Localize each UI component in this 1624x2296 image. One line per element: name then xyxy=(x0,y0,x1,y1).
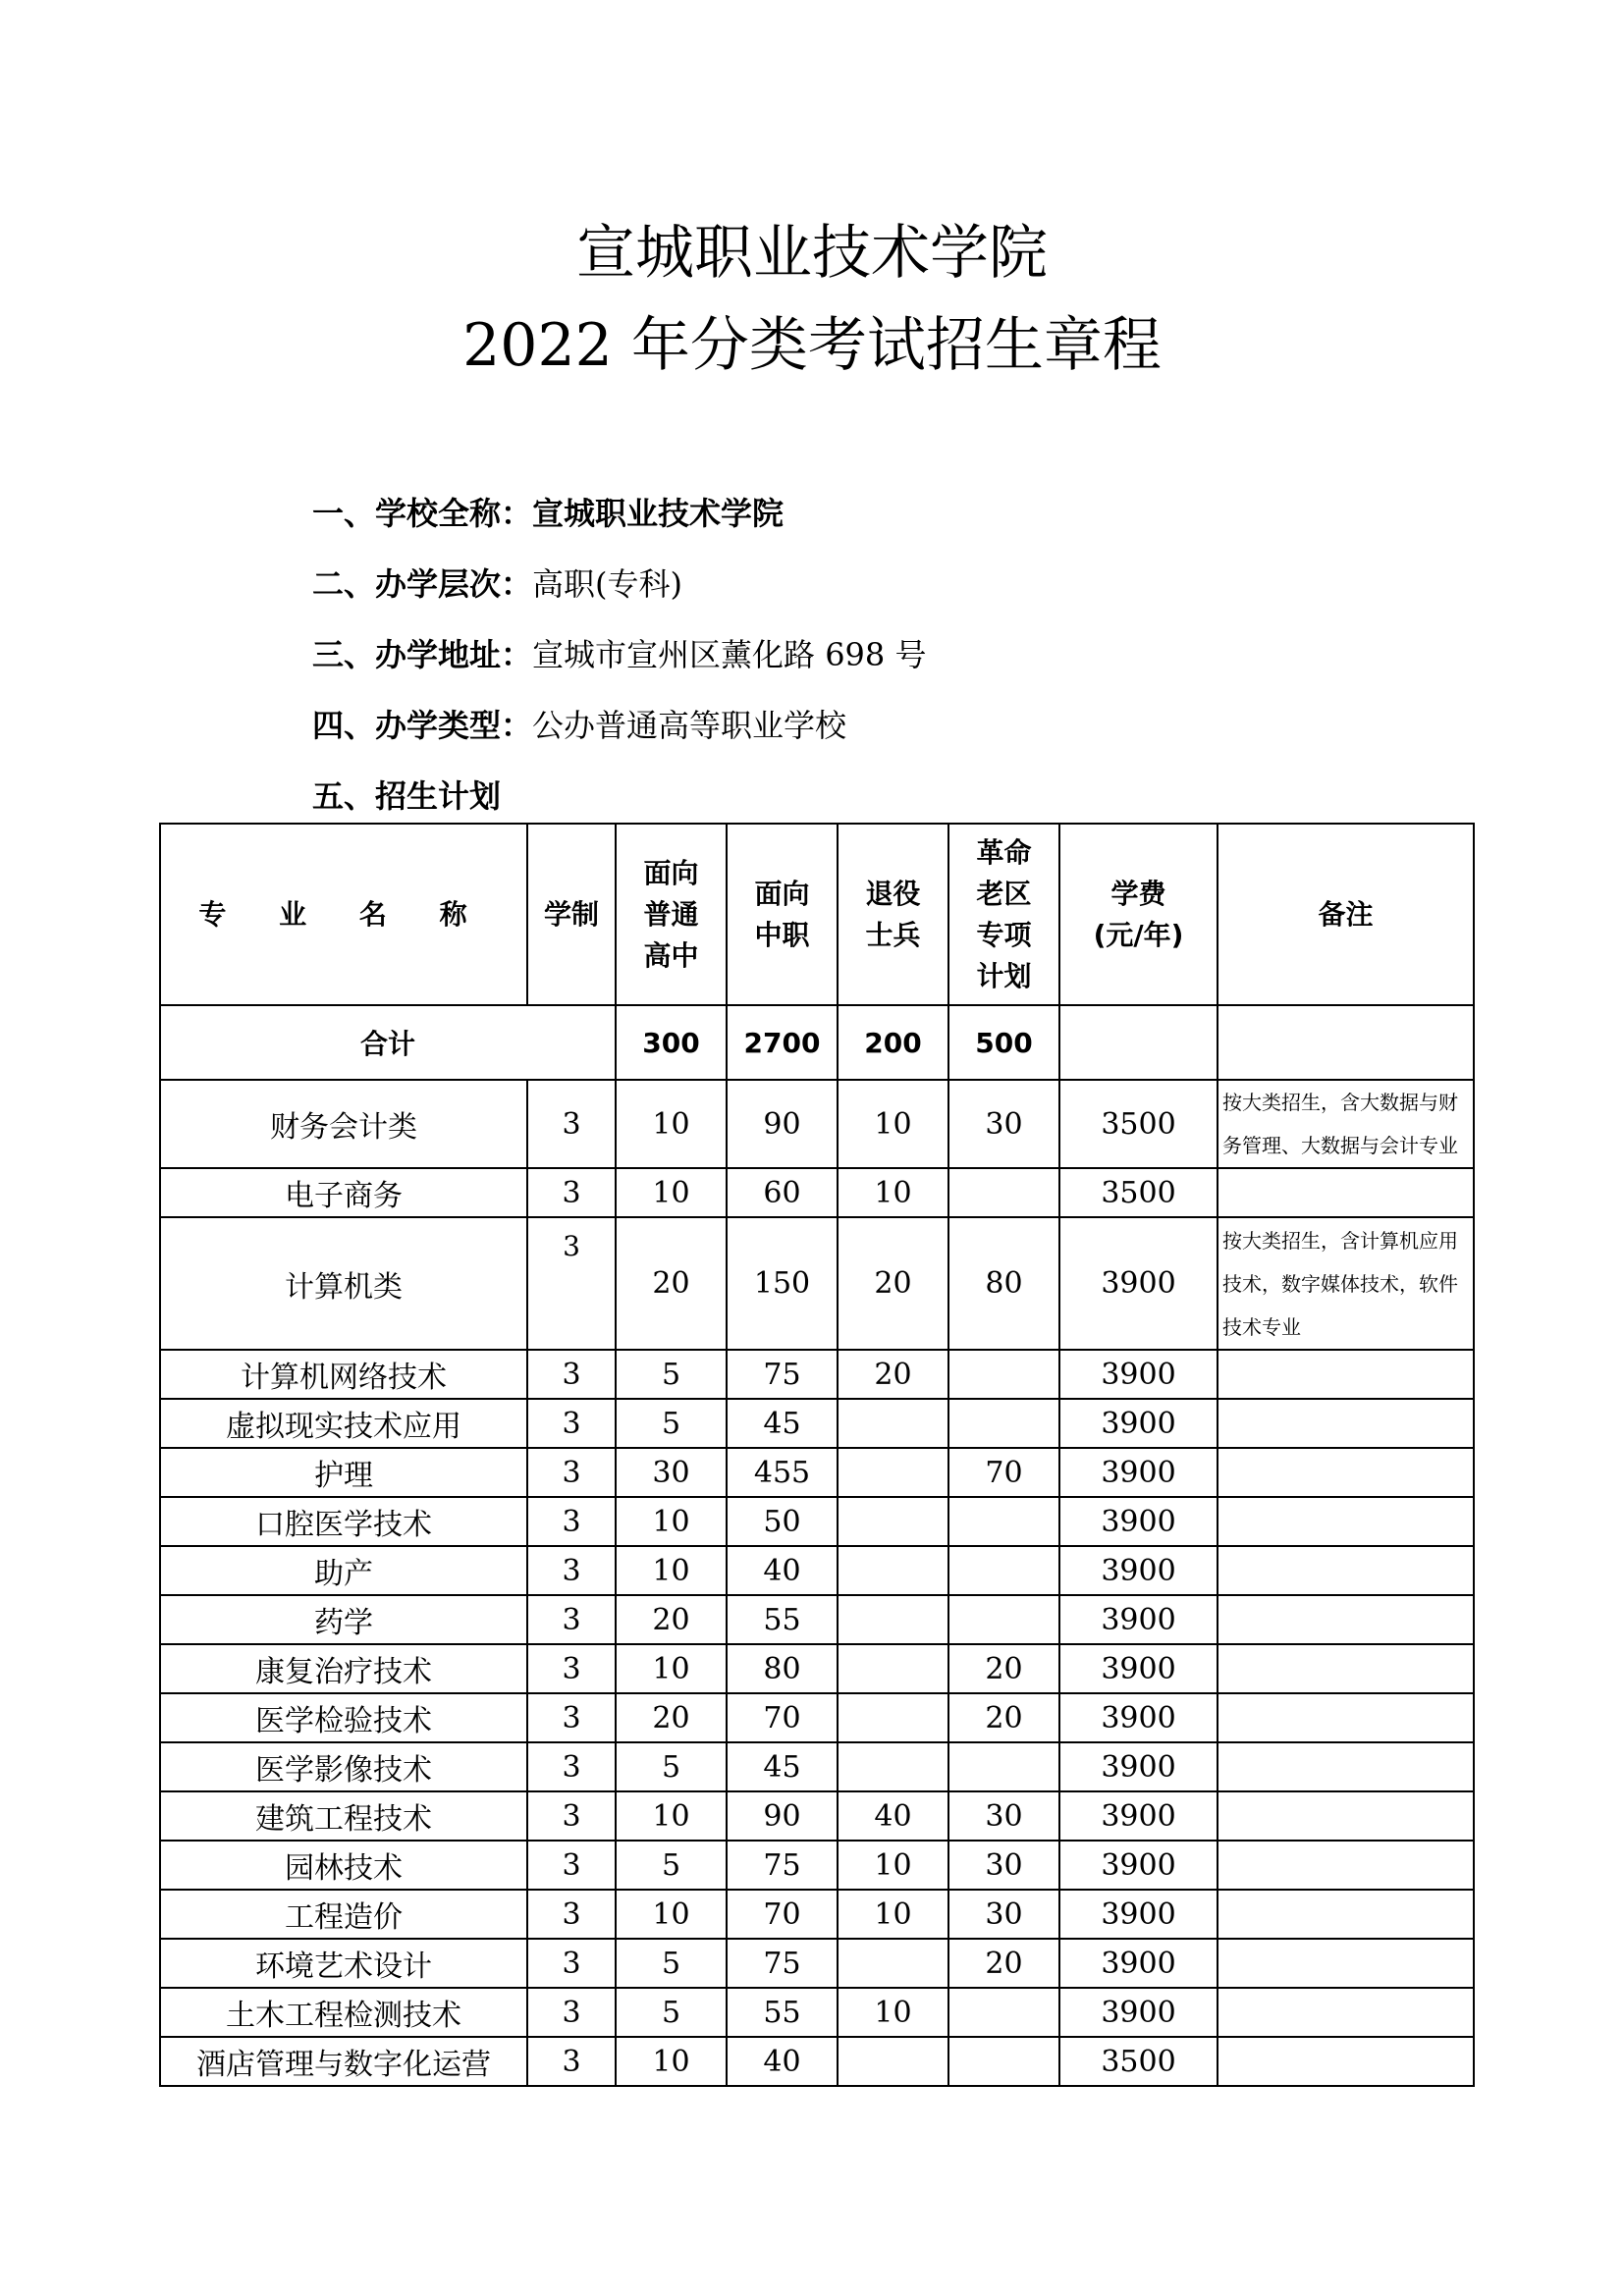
note-cell xyxy=(1218,1546,1474,1595)
total-vocational: 2700 xyxy=(727,1005,838,1080)
major-name-cell: 工程造价 xyxy=(160,1890,527,1939)
major-name-cell: 园林技术 xyxy=(160,1841,527,1890)
high-school-cell: 10 xyxy=(616,1890,727,1939)
section-plan xyxy=(312,777,502,815)
old-area-cell: 80 xyxy=(948,1217,1059,1350)
header-note: 备注 xyxy=(1218,824,1474,1005)
old-area-cell: 20 xyxy=(948,1939,1059,1988)
veterans-cell: 10 xyxy=(838,1890,948,1939)
high-school-cell: 30 xyxy=(616,1448,727,1497)
high-school-cell: 20 xyxy=(616,1217,727,1350)
length-cell: 3 xyxy=(527,1791,616,1841)
note-cell xyxy=(1218,1448,1474,1497)
table-row xyxy=(160,1350,1474,1399)
major-name-cell: 酒店管理与数字化运营 xyxy=(160,2037,527,2086)
high-school-cell: 10 xyxy=(616,1791,727,1841)
high-school-cell: 5 xyxy=(616,1350,727,1399)
vocational-cell: 90 xyxy=(727,1080,838,1168)
high-school-cell: 10 xyxy=(616,1546,727,1595)
note-cell xyxy=(1218,1791,1474,1841)
old-area-cell: 20 xyxy=(948,1693,1059,1742)
section-school-name xyxy=(312,495,785,532)
vocational-cell: 55 xyxy=(727,1988,838,2037)
header-veterans: 退役士兵 xyxy=(838,824,948,1005)
high-school-cell: 5 xyxy=(616,1399,727,1448)
high-school-cell: 5 xyxy=(616,1742,727,1791)
major-name-cell: 电子商务 xyxy=(160,1168,527,1217)
veterans-cell xyxy=(838,1399,948,1448)
section-level xyxy=(312,565,682,603)
fee-cell: 3900 xyxy=(1059,1399,1218,1448)
fee-cell: 3900 xyxy=(1059,1595,1218,1644)
veterans-cell: 10 xyxy=(838,1841,948,1890)
length-cell: 3 xyxy=(527,1546,616,1595)
total-old-area: 500 xyxy=(948,1005,1059,1080)
veterans-cell xyxy=(838,1644,948,1693)
total-fee xyxy=(1059,1005,1218,1080)
length-cell: 3 xyxy=(527,1693,616,1742)
table-row xyxy=(160,1939,1474,1988)
section-value: 公办普通高等职业学校 xyxy=(532,707,847,744)
section-label: 二、办学层次： xyxy=(312,565,533,603)
old-area-cell: 20 xyxy=(948,1644,1059,1693)
table-row xyxy=(160,1080,1474,1168)
major-name-cell: 建筑工程技术 xyxy=(160,1791,527,1841)
old-area-cell xyxy=(948,2037,1059,2086)
section-value: 宣城市宣州区薰化路 698 号 xyxy=(532,636,927,673)
old-area-cell xyxy=(948,1742,1059,1791)
table-row xyxy=(160,1841,1474,1890)
veterans-cell: 10 xyxy=(838,1168,948,1217)
length-cell: 3 xyxy=(527,1988,616,2037)
high-school-cell: 10 xyxy=(616,2037,727,2086)
old-area-cell: 70 xyxy=(948,1448,1059,1497)
table-row xyxy=(160,2037,1474,2086)
header-length: 学制 xyxy=(527,824,616,1005)
fee-cell: 3900 xyxy=(1059,1841,1218,1890)
veterans-cell: 20 xyxy=(838,1350,948,1399)
vocational-cell: 55 xyxy=(727,1595,838,1644)
vocational-cell: 50 xyxy=(727,1497,838,1546)
veterans-cell xyxy=(838,1448,948,1497)
length-cell: 3 xyxy=(527,1497,616,1546)
table-row xyxy=(160,1448,1474,1497)
old-area-cell: 30 xyxy=(948,1080,1059,1168)
table-row xyxy=(160,1546,1474,1595)
old-area-cell xyxy=(948,1988,1059,2037)
section-value: 宣城职业技术学院 xyxy=(532,495,785,532)
high-school-cell: 20 xyxy=(616,1693,727,1742)
high-school-cell: 20 xyxy=(616,1595,727,1644)
section-value: 高职(专科) xyxy=(532,565,682,603)
length-cell: 3 xyxy=(527,1841,616,1890)
veterans-cell: 10 xyxy=(838,1988,948,2037)
table-row xyxy=(160,1693,1474,1742)
note-cell xyxy=(1218,1693,1474,1742)
veterans-cell xyxy=(838,1693,948,1742)
vocational-cell: 90 xyxy=(727,1791,838,1841)
length-cell: 3 xyxy=(527,1595,616,1644)
note-cell xyxy=(1218,1841,1474,1890)
length-cell: 3 xyxy=(527,1399,616,1448)
vocational-cell: 75 xyxy=(727,1939,838,1988)
table-header-row xyxy=(160,824,1474,1005)
old-area-cell xyxy=(948,1350,1059,1399)
table-row xyxy=(160,1742,1474,1791)
section-label: 五、招生计划 xyxy=(312,777,502,815)
vocational-cell: 45 xyxy=(727,1742,838,1791)
section-label: 四、办学类型： xyxy=(312,707,533,744)
veterans-cell xyxy=(838,1742,948,1791)
length-cell: 3 xyxy=(527,1939,616,1988)
vocational-cell: 75 xyxy=(727,1841,838,1890)
major-name-cell: 护理 xyxy=(160,1448,527,1497)
note-cell xyxy=(1218,1350,1474,1399)
length-cell: 3 xyxy=(527,1742,616,1791)
high-school-cell: 5 xyxy=(616,1841,727,1890)
fee-cell: 3500 xyxy=(1059,1080,1218,1168)
major-name-cell: 虚拟现实技术应用 xyxy=(160,1399,527,1448)
note-cell xyxy=(1218,1890,1474,1939)
vocational-cell: 40 xyxy=(727,2037,838,2086)
header-high-school: 面向普通高中 xyxy=(616,824,727,1005)
high-school-cell: 10 xyxy=(616,1080,727,1168)
vocational-cell: 45 xyxy=(727,1399,838,1448)
high-school-cell: 5 xyxy=(616,1988,727,2037)
note-cell xyxy=(1218,2037,1474,2086)
veterans-cell xyxy=(838,1939,948,1988)
length-cell: 3 xyxy=(527,1217,616,1350)
table-row xyxy=(160,1890,1474,1939)
old-area-cell xyxy=(948,1595,1059,1644)
total-note xyxy=(1218,1005,1474,1080)
veterans-cell: 40 xyxy=(838,1791,948,1841)
length-cell: 3 xyxy=(527,1080,616,1168)
old-area-cell xyxy=(948,1546,1059,1595)
table-row xyxy=(160,1217,1474,1350)
header-old-area: 革命老区专项计划 xyxy=(948,824,1059,1005)
fee-cell: 3900 xyxy=(1059,1693,1218,1742)
table-row xyxy=(160,1988,1474,2037)
section-address xyxy=(312,636,927,673)
fee-cell: 3900 xyxy=(1059,1350,1218,1399)
length-cell: 3 xyxy=(527,1448,616,1497)
major-name-cell: 医学影像技术 xyxy=(160,1742,527,1791)
note-cell xyxy=(1218,1742,1474,1791)
high-school-cell: 10 xyxy=(616,1644,727,1693)
vocational-cell: 60 xyxy=(727,1168,838,1217)
major-name-cell: 环境艺术设计 xyxy=(160,1939,527,1988)
length-cell: 3 xyxy=(527,1350,616,1399)
fee-cell: 3900 xyxy=(1059,1497,1218,1546)
note-cell: 按大类招生，含计算机应用技术，数字媒体技术，软件技术专业 xyxy=(1218,1217,1474,1350)
vocational-cell: 70 xyxy=(727,1890,838,1939)
major-name-cell: 计算机网络技术 xyxy=(160,1350,527,1399)
vocational-cell: 80 xyxy=(727,1644,838,1693)
veterans-cell xyxy=(838,1546,948,1595)
fee-cell: 3900 xyxy=(1059,1644,1218,1693)
section-type xyxy=(312,707,847,744)
table-row xyxy=(160,1644,1474,1693)
major-name-cell: 药学 xyxy=(160,1595,527,1644)
veterans-cell xyxy=(838,1595,948,1644)
major-name-cell: 助产 xyxy=(160,1546,527,1595)
total-veterans: 200 xyxy=(838,1005,948,1080)
note-cell xyxy=(1218,1168,1474,1217)
old-area-cell: 30 xyxy=(948,1791,1059,1841)
total-high-school: 300 xyxy=(616,1005,727,1080)
veterans-cell: 20 xyxy=(838,1217,948,1350)
old-area-cell xyxy=(948,1399,1059,1448)
length-cell: 3 xyxy=(527,2037,616,2086)
fee-cell: 3900 xyxy=(1059,1791,1218,1841)
length-cell: 3 xyxy=(527,1890,616,1939)
major-name-cell: 财务会计类 xyxy=(160,1080,527,1168)
old-area-cell: 30 xyxy=(948,1841,1059,1890)
fee-cell: 3900 xyxy=(1059,1988,1218,2037)
major-name-cell: 康复治疗技术 xyxy=(160,1644,527,1693)
old-area-cell xyxy=(948,1497,1059,1546)
note-cell xyxy=(1218,1497,1474,1546)
table-row xyxy=(160,1497,1474,1546)
table-row xyxy=(160,1399,1474,1448)
fee-cell: 3900 xyxy=(1059,1448,1218,1497)
old-area-cell xyxy=(948,1168,1059,1217)
note-cell xyxy=(1218,1939,1474,1988)
vocational-cell: 455 xyxy=(727,1448,838,1497)
note-cell: 按大类招生，含大数据与财务管理、大数据与会计专业 xyxy=(1218,1080,1474,1168)
fee-cell: 3500 xyxy=(1059,1168,1218,1217)
note-cell xyxy=(1218,1644,1474,1693)
length-cell: 3 xyxy=(527,1168,616,1217)
veterans-cell xyxy=(838,1497,948,1546)
length-cell: 3 xyxy=(527,1644,616,1693)
document-subtitle: 2022 年分类考试招生章程 xyxy=(462,311,1162,380)
section-label: 一、学校全称： xyxy=(312,495,533,532)
fee-cell: 3900 xyxy=(1059,1890,1218,1939)
vocational-cell: 150 xyxy=(727,1217,838,1350)
fee-cell: 3900 xyxy=(1059,1939,1218,1988)
veterans-cell xyxy=(838,2037,948,2086)
note-cell xyxy=(1218,1595,1474,1644)
section-label: 三、办学地址： xyxy=(312,636,533,673)
high-school-cell: 10 xyxy=(616,1168,727,1217)
major-name-cell: 土木工程检测技术 xyxy=(160,1988,527,2037)
total-row xyxy=(160,1005,1474,1080)
old-area-cell: 30 xyxy=(948,1890,1059,1939)
table-row xyxy=(160,1168,1474,1217)
vocational-cell: 40 xyxy=(727,1546,838,1595)
enrollment-plan-table xyxy=(159,823,1475,2087)
fee-cell: 3500 xyxy=(1059,2037,1218,2086)
vocational-cell: 75 xyxy=(727,1350,838,1399)
vocational-cell: 70 xyxy=(727,1693,838,1742)
header-fee: 学费(元/年) xyxy=(1059,824,1218,1005)
veterans-cell: 10 xyxy=(838,1080,948,1168)
total-label: 合计 xyxy=(160,1005,616,1080)
high-school-cell: 5 xyxy=(616,1939,727,1988)
header-major-name: 专 业 名 称 xyxy=(160,824,527,1005)
note-cell xyxy=(1218,1988,1474,2037)
fee-cell: 3900 xyxy=(1059,1217,1218,1350)
high-school-cell: 10 xyxy=(616,1497,727,1546)
fee-cell: 3900 xyxy=(1059,1742,1218,1791)
table-row xyxy=(160,1791,1474,1841)
major-name-cell: 口腔医学技术 xyxy=(160,1497,527,1546)
major-name-cell: 医学检验技术 xyxy=(160,1693,527,1742)
fee-cell: 3900 xyxy=(1059,1546,1218,1595)
major-name-cell: 计算机类 xyxy=(160,1217,527,1350)
table-row xyxy=(160,1595,1474,1644)
document-title: 宣城职业技术学院 xyxy=(576,219,1048,288)
note-cell xyxy=(1218,1399,1474,1448)
header-vocational: 面向中职 xyxy=(727,824,838,1005)
